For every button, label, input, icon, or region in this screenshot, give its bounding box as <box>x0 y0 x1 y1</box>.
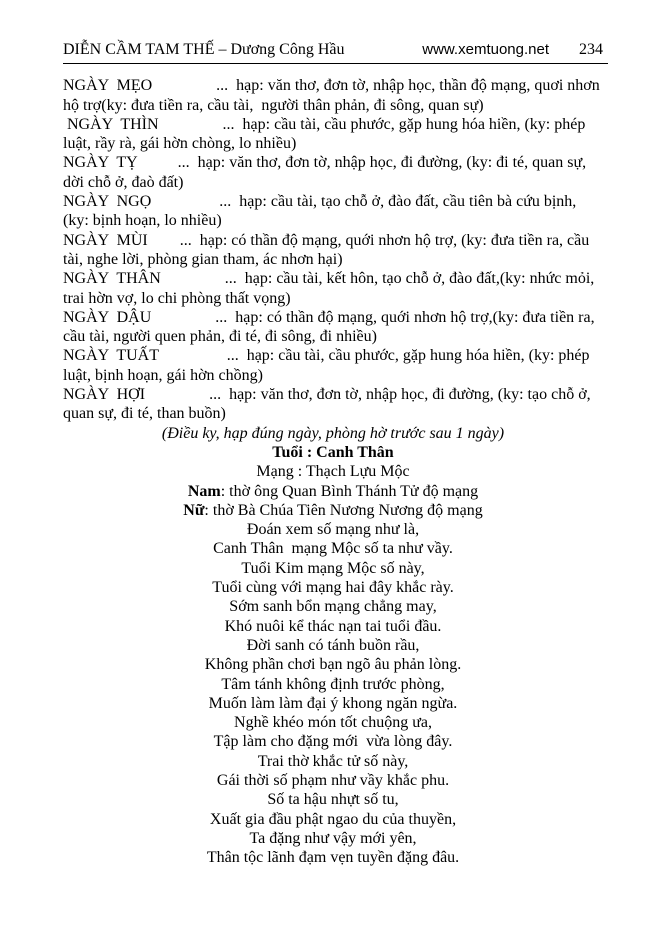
day-entry-meo: NGÀY MẸO ... hạp: văn thơ, đơn tờ, nhập học, thần độ mạng, quơi nhơn hộ trợ(ky: đưa tiền ra, cầu tài, người thân phản, đi sông, quan sự) <box>63 77 604 114</box>
poem-line: Khó nuôi kể thác nạn tai tuổi đầu. <box>224 617 442 635</box>
day-entry-than: NGÀY THÂN ... hạp: cầu tài, kết hôn, tạo chỗ ở, đào đất,(ky: nhức mỏi, trai hờn vợ, lo chi phòng thất vọng) <box>63 270 599 307</box>
poem-line: Trai thờ khắc tử số này, <box>257 752 409 770</box>
page-content <box>63 76 603 867</box>
poem-line: Không phần chơi bạn ngõ âu phản lòng. <box>204 656 462 674</box>
worship-text-nam: : thờ ông Quan Bình Thánh Tử độ mạng <box>220 482 479 500</box>
poem-line: Đời sanh có tánh buồn rầu, <box>246 636 420 654</box>
poem-line: Tập làm cho đặng mới vừa lòng đây. <box>213 733 453 751</box>
day-entry-ngo: NGÀY NGỌ ... hạp: cầu tài, tạo chỗ ở, đào đất, cầu tiên bà cứu bịnh, (ky: bịnh hoạn, lo nhiều) <box>63 193 581 230</box>
age-title: Tuổi : Canh Thân <box>272 443 394 461</box>
day-entry-hoi: NGÀY HỢI ... hạp: văn thơ, đơn tờ, nhập học, đi đường, (ky: tạo chỗ ở, quan sự, đi té, than buồn) <box>63 386 595 423</box>
worship-line-nam <box>63 482 603 501</box>
poem-line: Thân tộc lãnh đạm vẹn tuyền đặng đâu. <box>206 849 460 867</box>
poem-line: Muốn làm làm đại ý khong ngăn ngừa. <box>208 694 458 712</box>
poem-line: Đoán xem số mạng như là, <box>246 521 420 539</box>
poem-section <box>63 520 603 867</box>
destiny-line: Mạng : Thạch Lựu Mộc <box>256 463 410 481</box>
poem-line: Xuất gia đầu phật ngao du của thuyền, <box>209 810 457 828</box>
page-number: 234 <box>579 41 603 58</box>
worship-label-nam: Nam <box>187 482 221 500</box>
poem-line: Nghề khéo món tốt chuộng ưa, <box>234 714 432 732</box>
poem-line: Gái thời số phạm như vầy khắc phu. <box>216 771 450 789</box>
day-entry-ty: NGÀY TỴ ... hạp: văn thơ, đơn tờ, nhập học, đi đường, (ky: đi té, quan sự, dời chỗ ở, đaò đất) <box>63 154 591 191</box>
day-entry-dau: NGÀY DẬU ... hạp: có thần độ mạng, quới nhơn hộ trợ,(ky: đưa tiền ra, cầu tài, người quen phản, đi té, đi sông, đi nhiều) <box>63 308 599 346</box>
poem-line: Canh Thân mạng Mộc số ta như vầy. <box>213 540 453 558</box>
worship-label-nu: Nữ <box>183 501 205 519</box>
website-url: www.xemtuong.net <box>422 41 549 58</box>
note-line: (Điều ky, hạp đúng ngày, phòng hờ trước sau 1 ngày) <box>161 424 505 442</box>
poem-line: Tuổi cùng với mạng hai đây khắc rày. <box>212 579 454 597</box>
worship-text-nu: : thờ Bà Chúa Tiên Nương Nương độ mạng <box>204 501 483 519</box>
poem-line: Sớm sanh bổn mạng chẳng may, <box>229 598 437 616</box>
header-right <box>422 40 603 59</box>
page-header <box>63 40 603 59</box>
age-section <box>63 443 603 520</box>
poem-line: Ta đặng như vậy mới yên, <box>249 829 417 847</box>
poem-line: Tâm tánh không định trước phòng, <box>221 675 445 693</box>
poem-line: Tuổi Kim mạng Mộc số này, <box>241 559 425 577</box>
header-rule <box>63 63 608 64</box>
book-title: DIỄN CẦM TAM THẾ – Dương Công Hầu <box>63 41 345 58</box>
day-list <box>63 76 603 423</box>
day-entry-tuat: NGÀY TUẤT ... hạp: cầu tài, cầu phước, gặp hung hóa hiền, (ky: phép luật, bịnh hoạn, gái hờn chồng) <box>63 347 594 384</box>
worship-line-nu <box>63 501 603 520</box>
day-entry-thin: NGÀY THÌN ... hạp: cầu tài, cầu phước, gặp hung hóa hiền, (ky: phép luật, rầy rà, gái hờn chòng, lo nhiều) <box>63 115 590 153</box>
day-entry-mui: NGÀY MÙI ... hạp: có thần độ mạng, quới nhơn hộ trợ, (ky: đưa tiền ra, cầu tài, nghe lời, phòng gian tham, ác nhơn hại) <box>63 231 594 268</box>
poem-line: Số ta hậu nhựt số tu, <box>267 791 399 809</box>
